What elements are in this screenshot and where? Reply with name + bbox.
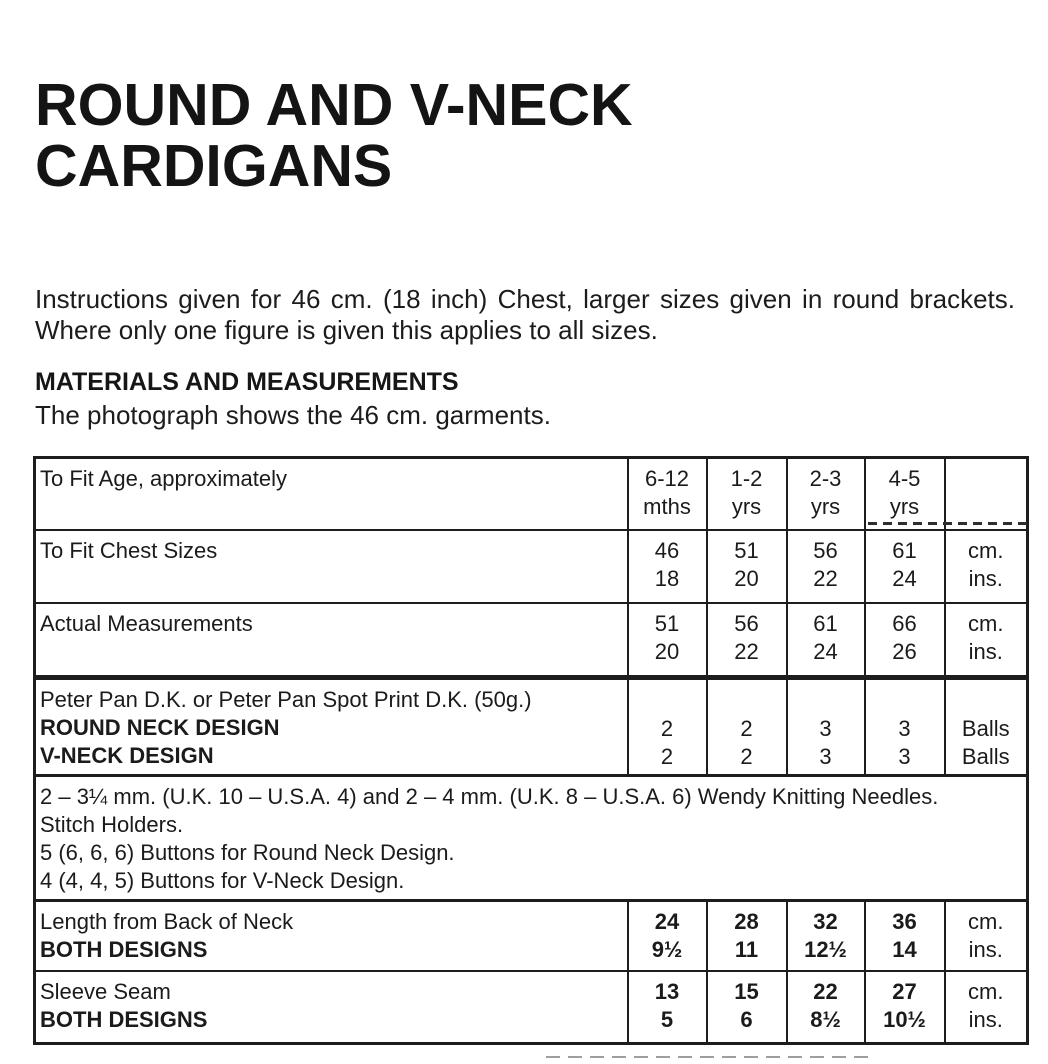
cell-line: 2: [740, 716, 753, 741]
cell-line: 4-5: [888, 466, 921, 491]
actual-cell-size2: [707, 603, 787, 678]
age-cell-size3: [787, 458, 865, 531]
actual-cell-size4: [865, 603, 945, 678]
round-neck-buttons-line: 5 (6, 6, 6) Buttons for Round Neck Design.: [40, 840, 455, 865]
table-row-age: [35, 458, 1028, 531]
actual-cell-size1: [628, 603, 707, 678]
table-row-chest: [35, 530, 1028, 603]
row-label-actual: Actual Measurements: [35, 603, 628, 678]
cell-line: 14: [892, 937, 917, 962]
cell-line: mths: [643, 494, 691, 519]
row-label-sleeve: [35, 971, 628, 1044]
page-title: [35, 72, 1028, 199]
intro-paragraph: Instructions given for 46 cm. (18 inch) Chest, larger sizes given in round brackets. Where only one figure is given this applies to all sizes.: [35, 284, 1015, 345]
cell-line: 8½: [810, 1007, 841, 1032]
scan-artifact-top: [868, 522, 1030, 525]
round-neck-design-label: ROUND NECK DESIGN: [40, 715, 280, 740]
cell-line: cm.: [968, 909, 1004, 934]
cell-line: yrs: [731, 494, 762, 519]
cell-line: 6: [740, 1007, 753, 1032]
length-cell-size3: [787, 901, 865, 972]
cell-line: 22: [734, 639, 759, 664]
cell-line: 66: [892, 611, 917, 636]
sleeve-cell-size3: [787, 971, 865, 1044]
cell-line: 22: [813, 566, 838, 591]
cell-line: 2: [740, 744, 753, 769]
length-cell-size1: [628, 901, 707, 972]
needles-line: 2 – 3¼ mm. (U.K. 10 – U.S.A. 4) and 2 – 4 mm. (U.K. 8 – U.S.A. 6) Wendy Knitting Needles.: [40, 784, 939, 809]
cell-line: 9½: [651, 937, 683, 962]
chest-cell-size4: [865, 530, 945, 603]
cell-line: 26: [892, 639, 917, 664]
sleeve-cell-size2: [707, 971, 787, 1044]
cell-line: 24: [813, 639, 838, 664]
section-note: The photograph shows the 46 cm. garments.: [35, 400, 551, 430]
sleeve-cell-unit: [945, 971, 1028, 1044]
cell-line: 1-2: [730, 466, 763, 491]
cell-line: yrs: [889, 494, 920, 519]
cell-line: 15: [734, 979, 759, 1004]
yarn-cell-size2: [707, 678, 787, 776]
cell-line: ins.: [968, 639, 1003, 664]
materials-measurements-table: [33, 456, 1029, 1045]
length-cell-unit: [945, 901, 1028, 972]
cell-line: cm.: [968, 611, 1004, 636]
cell-line: 13: [654, 979, 680, 1004]
cell-line: Balls: [961, 716, 1010, 741]
cell-line: 51: [654, 611, 680, 636]
cell-line: cm.: [968, 979, 1004, 1004]
row-label-length: [35, 901, 628, 972]
chest-cell-size2: [707, 530, 787, 603]
cell-line: 51: [734, 538, 759, 563]
age-cell-size4: [865, 458, 945, 531]
cell-line: 36: [892, 909, 917, 934]
yarn-name-line: Peter Pan D.K. or Peter Pan Spot Print D.K. (50g.): [40, 687, 532, 712]
table-row-yarn: [35, 678, 1028, 776]
both-designs-label: BOTH DESIGNS: [40, 937, 208, 962]
scan-artifact-bottom: [546, 1056, 876, 1058]
pattern-page: [0, 72, 1048, 1045]
cell-line: 11: [734, 937, 759, 962]
length-cell-size4: [865, 901, 945, 972]
cell-line: 3: [898, 744, 911, 769]
both-designs-label: BOTH DESIGNS: [40, 1007, 208, 1032]
table-row-needles: [35, 776, 1028, 901]
cell-line: cm.: [968, 538, 1004, 563]
yarn-cell-size1: [628, 678, 707, 776]
yarn-cell-unit: [945, 678, 1028, 776]
table-row-actual: [35, 603, 1028, 678]
age-cell-unit: [945, 458, 1028, 531]
row-label-chest: To Fit Chest Sizes: [35, 530, 628, 603]
cell-line: 56: [734, 611, 759, 636]
row-label-age: To Fit Age, approximately: [35, 458, 628, 531]
table-row-sleeve: [35, 971, 1028, 1044]
actual-cell-size3: [787, 603, 865, 678]
yarn-cell-size4: [865, 678, 945, 776]
cell-line: 24: [892, 566, 917, 591]
cell-line: 2: [660, 716, 674, 741]
cell-line: 3: [819, 744, 832, 769]
cell-line: 3: [819, 716, 832, 741]
chest-cell-size1: [628, 530, 707, 603]
section-heading: MATERIALS AND MEASUREMENTS: [35, 368, 459, 396]
length-cell-size2: [707, 901, 787, 972]
age-cell-size2: [707, 458, 787, 531]
cell-line: 32: [813, 909, 838, 934]
stitch-holders-line: Stitch Holders.: [40, 812, 184, 837]
cell-line: 20: [734, 566, 759, 591]
chest-cell-unit: [945, 530, 1028, 603]
cell-line: 22: [813, 979, 838, 1004]
cell-line: 61: [813, 611, 838, 636]
sleeve-label-line: Sleeve Seam: [40, 979, 171, 1004]
sleeve-cell-size1: [628, 971, 707, 1044]
v-neck-buttons-line: 4 (4, 4, 5) Buttons for V-Neck Design.: [40, 868, 405, 893]
cell-line: 2: [660, 744, 674, 769]
cell-line: ins.: [968, 1007, 1003, 1032]
needles-buttons-cell: [35, 776, 1028, 901]
cell-line: ins.: [968, 566, 1003, 591]
cell-line: 3: [898, 716, 911, 741]
yarn-cell-size3: [787, 678, 865, 776]
cell-line: 56: [813, 538, 838, 563]
table-row-length: [35, 901, 1028, 972]
actual-cell-unit: [945, 603, 1028, 678]
cell-line: 18: [654, 566, 680, 591]
cell-line: 2-3: [809, 466, 842, 491]
cell-line: 12½: [804, 937, 847, 962]
cell-line: 5: [660, 1007, 674, 1032]
cell-line: ins.: [968, 937, 1003, 962]
sleeve-cell-size4: [865, 971, 945, 1044]
cell-line: 27: [892, 979, 917, 1004]
cell-line: 46: [654, 538, 680, 563]
length-label-line: Length from Back of Neck: [40, 909, 294, 934]
row-label-yarn: [35, 678, 628, 776]
cell-line: 6-12: [644, 466, 690, 491]
cell-line: 28: [734, 909, 759, 934]
page-title-line2: CARDIGANS: [35, 133, 393, 199]
cell-line: 20: [654, 639, 680, 664]
chest-cell-size3: [787, 530, 865, 603]
cell-line: 10½: [883, 1007, 926, 1032]
cell-line: 61: [892, 538, 917, 563]
page-title-line1: ROUND AND V-NECK: [35, 72, 633, 138]
cell-line: yrs: [810, 494, 841, 519]
cell-line: 24: [654, 909, 680, 934]
v-neck-design-label: V-NECK DESIGN: [40, 743, 214, 768]
cell-line: Balls: [961, 744, 1010, 769]
age-cell-size1: [628, 458, 707, 531]
